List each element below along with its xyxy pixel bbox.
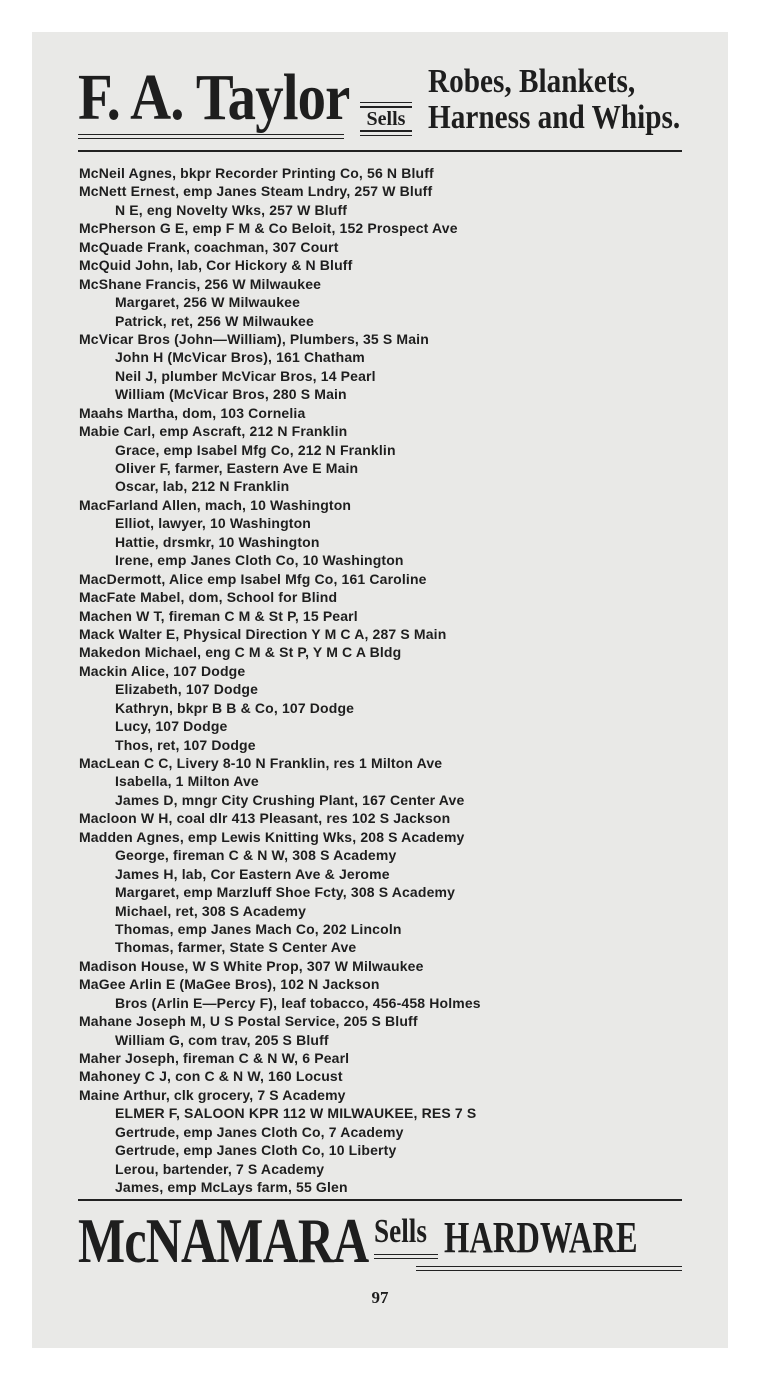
directory-sub-entry: Oliver F, farmer, Eastern Ave E Main <box>115 460 359 476</box>
directory-entry: McNett Ernest, emp Janes Steam Lndry, 257 W Bluff <box>79 183 433 200</box>
directory-sub-entry: Lerou, bartender, 7 S Academy <box>115 1160 325 1177</box>
footer-rule <box>78 1199 682 1201</box>
advertisement-bottom <box>78 1205 682 1278</box>
page-number: 97 <box>371 1288 389 1307</box>
directory-entry: Mack Walter E, Physical Direction Y M C A, 287 S Main <box>79 625 447 642</box>
directory-sub-entry: ELMER F, SALOON KPR 112 W MILWAUKEE, RES 7 S <box>115 1105 477 1122</box>
directory-entry: Maine Arthur, clk grocery, 7 S Academy <box>79 1086 346 1103</box>
directory-sub-entry: Gertrude, emp Janes Cloth Co, 10 Liberty <box>115 1142 397 1159</box>
directory-sub-entry: Thomas, farmer, State S Center Ave <box>115 939 357 956</box>
directory-sub-entry: Margaret, emp Marzluff Shoe Fcty, 308 S Academy <box>115 884 456 901</box>
directory-sub-entry: William (McVicar Bros, 280 S Main <box>115 386 347 403</box>
goods-line-1: Robes, Blankets, <box>428 63 636 100</box>
directory-sub-entry: Thos, ret, 107 Dodge <box>115 736 256 753</box>
advertised-product: HARDWARE <box>444 1213 638 1262</box>
directory-entry: MacDermott, Alice emp Isabel Mfg Co, 161 Caroline <box>79 570 427 587</box>
directory-sub-entry: Gertrude, emp Janes Cloth Co, 7 Academy <box>115 1123 404 1140</box>
directory-entry: MacFate Mabel, dom, School for Blind <box>79 589 338 606</box>
directory-sub-entry: Oscar, lab, 212 N Franklin <box>115 478 290 495</box>
directory-entry: Makedon Michael, eng C M & St P, Y M C A Bldg <box>79 644 402 661</box>
directory-entry: MaGee Arlin E (MaGee Bros), 102 N Jackson <box>79 976 380 993</box>
directory-entry: MacLean C C, Livery 8-10 N Franklin, res 1 Milton Ave <box>79 755 443 771</box>
directory-sub-entry: George, fireman C & N W, 308 S Academy <box>115 847 397 864</box>
advertisement-top <box>78 62 683 142</box>
directory-sub-entry: Hattie, drsmkr, 10 Washington <box>115 533 320 550</box>
directory-sub-entry: Irene, emp Janes Cloth Co, 10 Washington <box>115 552 404 569</box>
directory-entry: McNeil Agnes, bkpr Recorder Printing Co, 56 N Bluff <box>79 165 434 181</box>
directory-entry: Macloon W H, coal dlr 413 Pleasant, res 102 S Jackson <box>79 810 451 827</box>
directory-entry: McQuade Frank, coachman, 307 Court <box>79 238 339 255</box>
directory-entry: Mackin Alice, 107 Dodge <box>79 662 246 679</box>
directory-entry: Maahs Martha, dom, 103 Cornelia <box>79 404 306 421</box>
directory-sub-entry: Thomas, emp Janes Mach Co, 202 Lincoln <box>115 920 402 937</box>
directory-sub-entry: Michael, ret, 308 S Academy <box>115 902 307 919</box>
directory-page <box>32 32 728 1348</box>
directory-entry: McQuid John, lab, Cor Hickory & N Bluff <box>79 257 353 274</box>
advertised-goods <box>428 64 680 136</box>
directory-entry: McPherson G E, emp F M & Co Beloit, 152 Prospect Ave <box>79 220 458 237</box>
directory-sub-entry: William G, com trav, 205 S Bluff <box>115 1031 329 1048</box>
directory-sub-entry: Elliot, lawyer, 10 Washington <box>115 515 311 532</box>
directory-sub-entry: Margaret, 256 W Milwaukee <box>115 294 301 311</box>
directory-sub-entry: James D, mngr City Crushing Plant, 167 Center Ave <box>115 791 465 808</box>
directory-listing <box>79 164 719 1197</box>
product-underline <box>416 1266 682 1271</box>
directory-sub-entry: James H, lab, Cor Eastern Ave & Jerome <box>115 865 390 882</box>
directory-sub-entry: Isabella, 1 Milton Ave <box>115 773 259 790</box>
directory-sub-entry: Elizabeth, 107 Dodge <box>115 681 259 698</box>
header-rule <box>78 150 682 152</box>
directory-sub-entry: Neil J, plumber McVicar Bros, 14 Pearl <box>115 367 376 384</box>
directory-entry: Machen W T, fireman C M & St P, 15 Pearl <box>79 607 358 624</box>
directory-entry: McVicar Bros (John—William), Plumbers, 35 S Main <box>79 330 429 347</box>
directory-sub-entry: James, emp McLays farm, 55 Glen <box>115 1179 348 1196</box>
directory-sub-entry: John H (McVicar Bros), 161 Chatham <box>115 349 365 366</box>
advertiser-name-underline <box>78 134 344 139</box>
sells-label-bottom: Sells <box>374 1213 427 1250</box>
directory-entry: Madison House, W S White Prop, 307 W Milwaukee <box>79 957 424 974</box>
goods-line-2: Harness and Whips. <box>428 99 681 136</box>
directory-sub-entry: Patrick, ret, 256 W Milwaukee <box>115 312 314 329</box>
directory-sub-entry: Bros (Arlin E—Percy F), leaf tobacco, 456-458 Holmes <box>115 994 481 1011</box>
directory-entry: MacFarland Allen, mach, 10 Washington <box>79 496 352 513</box>
directory-entry: Madden Agnes, emp Lewis Knitting Wks, 208 S Academy <box>79 828 465 845</box>
sells-underline <box>374 1254 438 1259</box>
directory-entry: McShane Francis, 256 W Milwaukee <box>79 275 322 292</box>
sells-label: Sells <box>360 106 412 132</box>
directory-entry: Mabie Carl, emp Ascraft, 212 N Franklin <box>79 423 348 440</box>
directory-sub-entry: Grace, emp Isabel Mfg Co, 212 N Franklin <box>115 441 396 458</box>
advertiser-brand: McNAMARA <box>78 1205 369 1276</box>
directory-entry: Maher Joseph, fireman C & N W, 6 Pearl <box>79 1050 350 1066</box>
directory-entry: Mahane Joseph M, U S Postal Service, 205 S Bluff <box>79 1013 418 1030</box>
directory-entry: Mahoney C J, con C & N W, 160 Locust <box>79 1068 343 1085</box>
directory-sub-entry: Kathryn, bkpr B B & Co, 107 Dodge <box>115 699 355 716</box>
directory-sub-entry: N E, eng Novelty Wks, 257 W Bluff <box>115 201 348 218</box>
advertiser-name: F. A. Taylor <box>78 61 350 134</box>
directory-sub-entry: Lucy, 107 Dodge <box>115 718 228 735</box>
